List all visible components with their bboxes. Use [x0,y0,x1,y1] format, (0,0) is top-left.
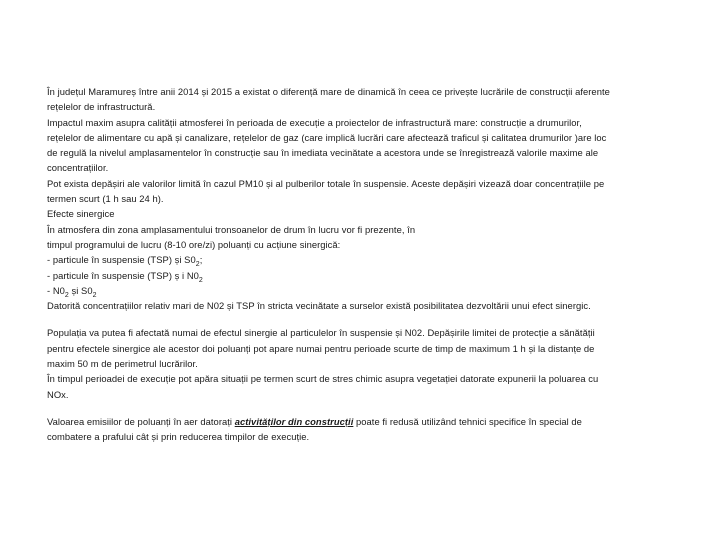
list-item: - particule în suspensie (TSP) și $S0_2$; [47,254,203,269]
paragraph-line: termen scurt (1 h sau 24 h). [47,193,164,205]
paragraph-line: În timpul perioadei de execuție pot apăra situații pe termen scurt de stres chimic asupra vegetației datorate expunerii la poluarea cu [47,373,599,385]
paragraph-line: NOx. [47,388,69,400]
paragraph-line: concentrațiilor. [47,162,109,174]
paragraph-line: În atmosfera din zona amplasamentului tronsoanelor de drum în lucru vor fi prezente, în [47,223,416,235]
list-item: - $N0_2$ și $S0_2$ [47,284,97,299]
paragraph-line: Datorită concentrațiilor relativ mari de N02 și TSP în stricta vecinătate a surselor există posibilitatea dezvoltării unui efect sinergic. [47,300,591,312]
section-heading: Efecte sinergice [47,208,115,220]
paragraph-line: rețelelor de alimentare cu apă și canalizare, rețelelor de gaz (care implică lucrări care afectează traficul și calitatea drumurilor )are loc [47,131,607,143]
paragraph-line: timpul programului de lucru (8-10 ore/zi) poluanți cu acțiune sinergică: [47,238,341,250]
paragraph-line: de regulă la nivelul amplasamentelor în construcție sau în imediata vecinătate a acestora unde se înregistrează valorile maxime ale [47,147,599,159]
paragraph-line: pentru efectele sinergice ale acestor doi poluanți pot apare numai pentru perioade scurte de timp de maximum 1 h și la distanțe de [47,342,595,354]
paragraph-line: Pot exista depășiri ale valorilor limită în cazul PM10 și al pulberilor totale în suspensie. Aceste depășiri vizează doar concentrațiile pe [47,177,605,189]
paragraph-line: combatere a prafului cât și prin reducerea timpilor de execuție. [47,431,310,443]
paragraph-line: Populația va putea fi afectată numai de efectul sinergie al particulelor în suspensie și N02. Depășirile limitei de protecție a sănătății [47,327,595,339]
paragraph-line: Impactul maxim asupra calității atmosferei în perioada de execuție a proiectelor de infrastructură mare: construcție a drumurilor, [47,116,582,128]
paragraph-line: Valoarea emisiilor de poluanți în aer datorați activităților din construcții poate fi redusă utilizând tehnici specifice în special de [47,415,582,427]
emphasis-text: activităților din construcții [234,415,354,427]
paragraph-line: În județul Maramureș între anii 2014 și 2015 a existat o diferență mare de dinamică în ceea ce privește lucrările de construcții aferente [47,86,610,97]
document-body [47,84,707,445]
paragraph-gap [47,313,707,325]
paragraph-line: maxim 50 m de perimetrul lucrărilor. [47,358,198,370]
list-item: - particule în suspensie (TSP) ș i $N0_2$ [47,269,203,284]
paragraph-line: rețelelor de infrastructură. [47,101,156,113]
paragraph-gap [47,402,707,414]
